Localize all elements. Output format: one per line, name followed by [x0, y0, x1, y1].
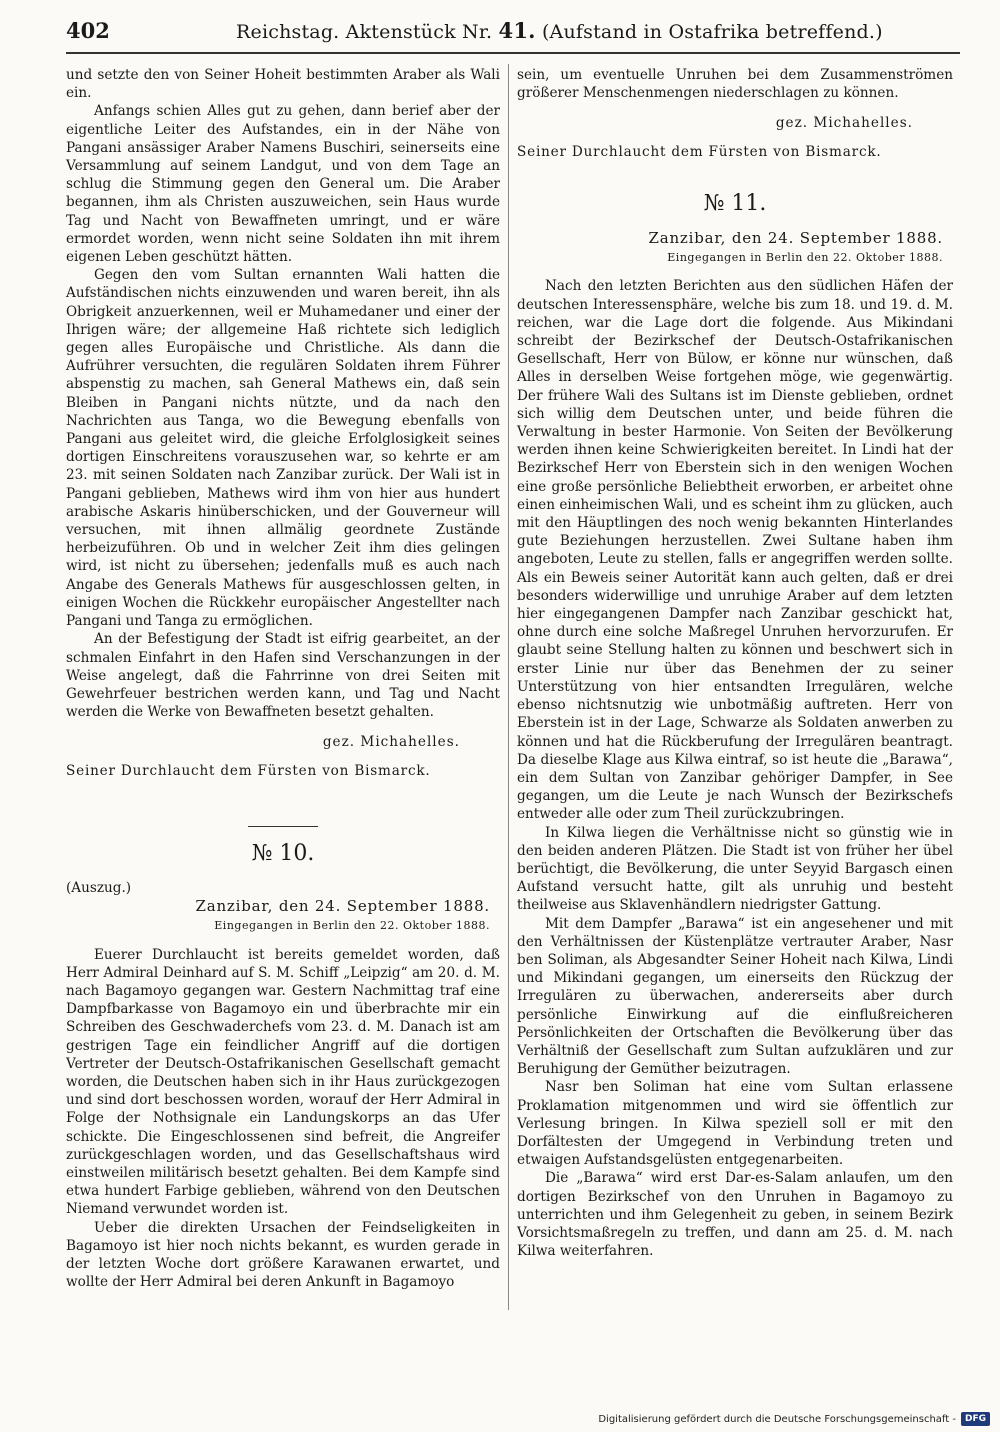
- running-title-part2: (Aufstand in Ostafrika betreffend.): [541, 21, 883, 43]
- addressee: Seiner Durchlaucht dem Fürsten von Bismarck.: [66, 762, 431, 779]
- footer-credit: Digitalisierung gefördert durch die Deutsche Forschungsgemeinschaft -: [598, 1413, 956, 1425]
- right-column: [517, 66, 953, 1260]
- paragraph: Gegen den vom Sultan ernannten Wali hatten die Aufständischen nichts einzuwenden und waren bereit, ihn als Obrigkeit anzuerkennen, weil er Muhamedaner und einer der Ihrigen wäre; der allgemeine Haß richtete sich lediglich gegen alles Europäische und Christliche. Als dann die Aufrührer versuchten, die regulären Soldaten ihrem Führer abspenstig zu machen, sah General Mathews ein, daß sein Bleiben in Pangani nichts nützte, und da nach den Nachrichten aus Tanga, wo die Bewegung ebenfalls von Pangani aus geleitet wird, die gleiche Erfolglosigkeit seines dortigen Einschreitens vorauszusehen war, so kehrte er am 23. mit seinen Soldaten nach Zanzibar zurück. Der Wali ist in Pangani geblieben, Mathews wird ihm von hier aus hundert arabische Askaris hinüberschicken, und der Gouverneur will versuchen, mit ihnen allmälig geordnete Zustände herbeizuführen. Ob und in welcher Zeit ihm dies gelingen wird, ist nicht zu übersehen; jedenfalls muß es auch nach Angabe des Generals Mathews für ausgeschlossen gelten, in einigen Wochen die Rückkehr europäischer Angestellter nach Pangani und Tanga zu ermöglichen.: [66, 267, 500, 630]
- doc-number-heading: № 11.: [703, 190, 767, 216]
- paragraph: Ueber die direkten Ursachen der Feindseligkeiten in Bagamoyo ist hier noch nichts bekannt, es wurden gerade in der letzten Woche dort größere Karawanen erwartet, und wollte der Herr Admiral bei deren Ankunft in Bagamoyo: [66, 1219, 500, 1291]
- running-title-part1: Reichstag. Aktenstück Nr.: [236, 21, 493, 43]
- paragraph: Nasr ben Soliman hat eine vom Sultan erlassene Proklamation mitgenommen und wird sie öffentlich zur Verlesung bringen. In Kilwa speziell soll er mit den Dorfältesten der Umgegend in Verbindung treten und etwaigen Aufstandsgelüsten entgegenarbeiten.: [517, 1079, 953, 1169]
- received-date: Eingegangen in Berlin den 22. Oktober 1888.: [667, 251, 943, 265]
- signature: gez. Michahelles.: [322, 734, 460, 751]
- digitization-footer: [598, 1412, 990, 1426]
- page-number: 402: [66, 18, 110, 43]
- paragraph: In Kilwa liegen die Verhältnisse nicht so günstig wie in den beiden anderen Plätzen. Die Stadt ist von früher her übel berüchtigt, die Bevölkerung, die unter Seyyid Bargasch einen Aufstand versucht hatte, gilt als unruhig und besteht theilweise aus Sklavenhändlern niedrigster Gattung.: [517, 824, 953, 914]
- left-column: [66, 66, 500, 1291]
- place-date: Zanzibar, den 24. September 1888.: [648, 229, 943, 248]
- paragraph: Nach den letzten Berichten aus den südlichen Häfen der deutschen Interessensphäre, welche bis zum 18. und 19. d. M. reichen, war die Lage dort die folgende. Aus Mikindani schreibt der Bezirkschef der Deutsch-Ostafrikanischen Gesellschaft, Herr von Bülow, er könne nur wünschen, daß Alles in derselben Weise fortgehen möge, wie gegenwärtig. Der frühere Wali des Sultans ist im Dienste geblieben, ordnet sich willig dem Deutschen unter, und beide führen die Verwaltung in bester Harmonie. Von Seiten der Bevölkerung werden ihnen keine Schwierigkeiten bereitet. In Lindi hat der Bezirkschef Herr von Eberstein sich in den wenigen Wochen eine große persönliche Beliebtheit erworben, er arbeitet ohne einen einheimischen Wali, und es scheint ihm zu glücken, auch mit den Häuptlingen des noch wenig bekannten Hinterlandes gute Beziehungen herzustellen. Zwei Sultane haben ihm angeboten, Leute zu stellen, falls er angegriffen werden sollte. Als ein Beweis seiner Autorität kann auch gelten, daß er drei besonders widerwillige und unruhige Araber auf dem letzten hier eingegangenen Dampfer nach Zanzibar geschickt hat, ohne durch eine solche Maßregel Unruhen hervorzurufen. Er glaubt seine Stellung halten zu können und beschwert sich in erster Linie nur über das Benehmen der zu seiner Unterstützung von hier entsandten Irregulären, welche ebenso nichtsnutzig wie unbotmäßig auftreten. Herr von Eberstein ist in der Lage, Schwarze als Soldaten anwerben zu können und hat die Rückberufung der Irregulären beantragt. Da dieselbe Klage aus Kilwa eintraf, so ist heute die „Barawa“, ein dem Sultan von Zanzibar gehöriger Dampfer, in See gegangen, um die Leute je nach Wunsch der Bezirkschefs entweder alle oder zum Theil zurückzubringen.: [517, 278, 953, 823]
- paragraph: sein, um eventuelle Unruhen bei dem Zusammenströmen größerer Menschenmengen niederschlagen zu können.: [517, 67, 953, 102]
- paragraph: Mit dem Dampfer „Barawa“ ist ein angesehener und mit den Verhältnissen der Küstenplätze vertrauter Araber, Nasr ben Soliman, als Abgesandter Seiner Hoheit nach Kilwa, Lindi und Mikindani gegangen, um einerseits den Rückzug der Irregulären zu überwachen, andererseits aber durch persönliche Einwirkung auf die einflußreicheren Persönlichkeiten der Ortschaften die Bevölkerung über das Verhältniß der Gesellschaft zum Sultan aufzuklären und zur Beruhigung der Gemüther beizutragen.: [517, 915, 953, 1078]
- paragraph: An der Befestigung der Stadt ist eifrig gearbeitet, an der schmalen Einfahrt in den Hafen sind Verschanzungen in der Weise angelegt, daß die Fahrrinne von drei Seiten mit Gewehrfeuer bestrichen werden kann, und Tag und Nacht werden die Werke von Bewaffneten besetzt gehalten.: [66, 631, 500, 721]
- received-date: Eingegangen in Berlin den 22. Oktober 1888.: [214, 919, 490, 933]
- paragraph: Die „Barawa“ wird erst Dar-es-Salam anlaufen, um den dortigen Bezirkschef von den Unruhen in Bagamoyo zu unterrichten und ihm Gelegenheit zu geben, in seinem Bezirk Vorsichtsmaßregeln zu treffen, und dann am 25. d. M. nach Kilwa weiterfahren.: [517, 1170, 953, 1260]
- paragraph: Euerer Durchlaucht ist bereits gemeldet worden, daß Herr Admiral Deinhard auf S. M. Schiff „Leipzig“ am 20. d. M. nach Bagamoyo gegangen war. Gestern Nachmittag traf eine Dampfbarkasse von Bagamoyo ein und überbrachte mir ein Schreiben des Geschwaderchefs vom 23. d. M. Danach ist am gestrigen Tage ein feindlicher Angriff auf die dortigen Vertreter der Deutsch-Ostafrikanischen Gesellschaft gemacht worden, die Deutschen haben sich in ihr Haus zurückgezogen und sind dort beschossen worden, worauf der Herr Admiral in Folge der Nothsignale ein Landungskorps an das Ufer schickte. Die Eingeschlossenen sind befreit, die Angreifer zurückgeschlagen worden, und das Gesellschaftshaus wird einstweilen militärisch besetzt gehalten. Bei dem Kampfe sind etwa hundert Farbige geblieben, während von den Deutschen Niemand verwundet worden ist.: [66, 946, 500, 1218]
- dfg-logo-icon: DFG: [961, 1412, 990, 1426]
- column-divider: [508, 64, 509, 1310]
- section-separator: [248, 826, 318, 827]
- running-title: [236, 18, 883, 43]
- signature: gez. Michahelles.: [775, 115, 913, 132]
- place-date: Zanzibar, den 24. September 1888.: [195, 897, 490, 916]
- document-number: 41.: [498, 18, 536, 43]
- paragraph: Anfangs schien Alles gut zu gehen, dann berief aber der eigentliche Leiter des Aufstandes, ein in der Nähe von Pangani ansässiger Araber Namens Buschiri, seinerseits eine Versammlung auf seinem Landgut, und von dem Tage an schlug die Stimmung gegen den General um. Die Araber begannen, ihm als Christen auszuweichen, sein Haus wurde Tag und Nacht von Bewaffneten umringt, und er wäre ermordet worden, wenn nicht seine Soldaten ihn mit ihrem eigenen Leben geschützt hätten.: [66, 103, 500, 266]
- page-header: [66, 12, 960, 54]
- addressee: Seiner Durchlaucht dem Fürsten von Bismarck.: [517, 143, 882, 160]
- paragraph: und setzte den von Seiner Hoheit bestimmten Araber als Wali ein.: [66, 67, 500, 102]
- excerpt-label: (Auszug.): [66, 879, 132, 896]
- doc-number-heading: № 10.: [251, 840, 315, 866]
